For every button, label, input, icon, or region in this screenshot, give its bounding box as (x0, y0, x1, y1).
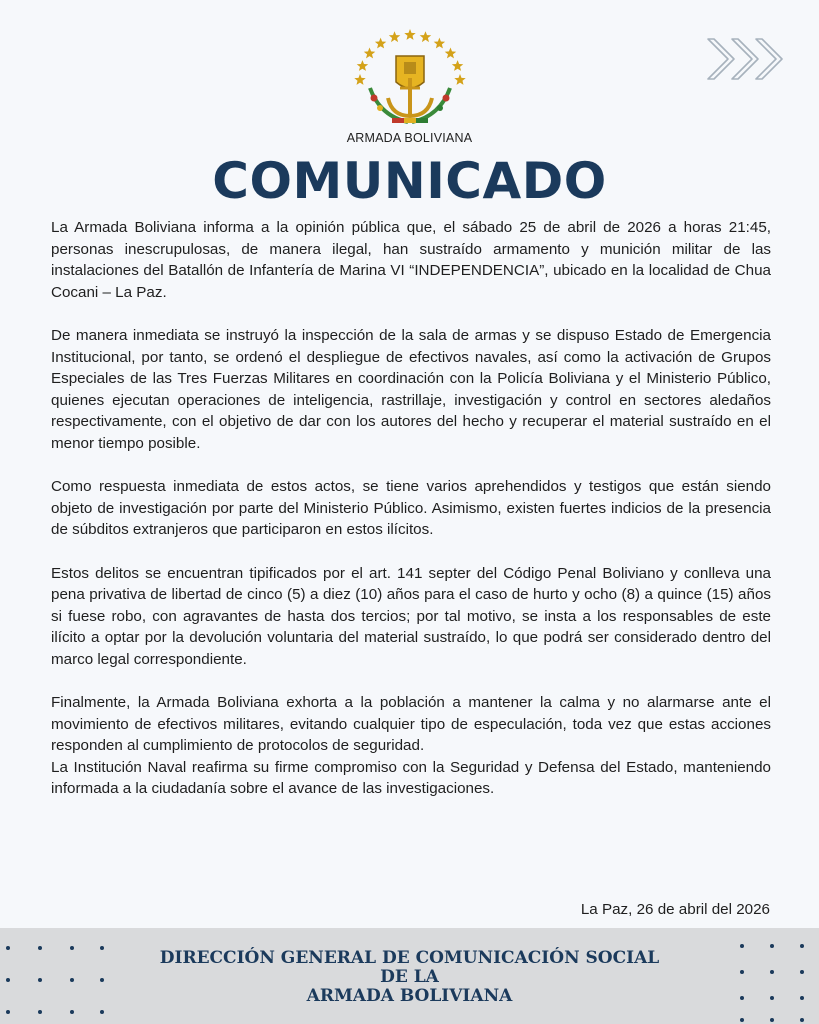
star-icon (434, 38, 445, 49)
star-icon (375, 38, 386, 49)
footer-dot (70, 946, 74, 950)
footer-line-1: DIRECCIÓN GENERAL DE COMUNICACIÓN SOCIAL DE LA (159, 948, 660, 987)
paragraph: Estos delitos se encuentran tipificados por el art. 141 septer del Código Penal Boliviano y conlleva una pena privativa de libertad de cinco (5) a diez (10) años para el caso de hurto y ocho (8) a quince (15) años si fuese robo, con agravantes de hasta dos tercios; por tal motivo, se insta a los responsables de este ilícito a optar por la devolución voluntaria del material sustraído, lo que podrá ser considerado dentro del marco legal correspondiente. (51, 564, 771, 668)
organization-name: ARMADA BOLIVIANA (346, 131, 473, 145)
footer-dot (6, 1010, 10, 1014)
footer-line-2: ARMADA BOLIVIANA (306, 986, 513, 1006)
footer-dot (740, 970, 744, 974)
footer-dot (100, 1010, 104, 1014)
footer-dot (770, 944, 774, 948)
paragraph: La Institución Naval reafirma su firme compromiso con la Seguridad y Defensa del Estado, manteniendo informada a la ciudadanía sobre el avance de las investigaciones. (51, 758, 771, 798)
star-icon (420, 31, 432, 42)
footer-dot (800, 944, 804, 948)
paragraph: Finalmente, la Armada Boliviana exhorta a la población a mantener la calma y no alarmarse ante el movimiento de efectivos militares, evitando cualquier tipo de especulación, toda vez que estas acciones responden al cumplimiento de protocolos de seguridad. (51, 694, 771, 755)
footer-dot (38, 978, 42, 982)
paragraph: La Armada Boliviana informa a la opinión pública que, el sábado 25 de abril de 2026 a horas 21:45, personas inescrupulosas, de manera ilegal, han sustraído armamento y munición militar de las instalaciones del Batallón de Infantería de Marina VI “INDEPENDENCIA”, ubicado en la localidad de Chua Cocani – La Paz. (51, 219, 771, 301)
footer-dot (740, 1018, 744, 1022)
footer-dot (100, 946, 104, 950)
footer-dot (70, 1010, 74, 1014)
footer-dot (6, 978, 10, 982)
footer-dot (770, 996, 774, 1000)
footer-dot (740, 996, 744, 1000)
issue-date: La Paz, 26 de abril del 2026 (580, 901, 770, 918)
footer-dot (100, 978, 104, 982)
footer-dot (70, 978, 74, 982)
star-icon (454, 74, 465, 85)
star-icon (404, 29, 415, 40)
star-icon (452, 60, 464, 71)
star-icon (389, 31, 401, 42)
footer-dot (800, 970, 804, 974)
page-title: COMUNICADO (212, 152, 607, 210)
chevrons-right-icon (706, 37, 790, 86)
footer-dot (740, 944, 744, 948)
communique-body (51, 217, 771, 800)
naval-emblem-icon (340, 18, 480, 148)
paragraph: Como respuesta inmediata de estos actos, se tiene varios aprehendidos y testigos que están siendo objeto de investigación por parte del Ministerio Público. Asimismo, existen fuertes indicios de la presencia de súbditos extranjeros que participaron en estos ilícitos. (51, 478, 771, 539)
footer-dot (38, 946, 42, 950)
star-icon (354, 74, 365, 85)
footer-dot (6, 946, 10, 950)
footer-dot (800, 1018, 804, 1022)
footer-dot (800, 996, 804, 1000)
star-icon (445, 48, 457, 59)
footer-dot (38, 1010, 42, 1014)
footer-dot (770, 1018, 774, 1022)
star-icon (364, 48, 376, 59)
footer-dot (770, 970, 774, 974)
star-icon (357, 60, 369, 71)
paragraph: De manera inmediata se instruyó la inspección de la sala de armas y se dispuso Estado de Emergencia Institucional, por tanto, se ordenó el despliegue de efectivos navales, así como la activación de Grupos Especiales de las Tres Fuerzas Militares en coordinación con la Policía Boliviana y el Ministerio Público, quienes ejecutan operaciones de inteligencia, rastrillaje, investigación y control en sectores aledaños respectivamente, con el objetivo de dar con los autores del hecho y recuperar el material sustraído en el menor tiempo posible. (51, 326, 771, 452)
footer-title (150, 949, 669, 1006)
